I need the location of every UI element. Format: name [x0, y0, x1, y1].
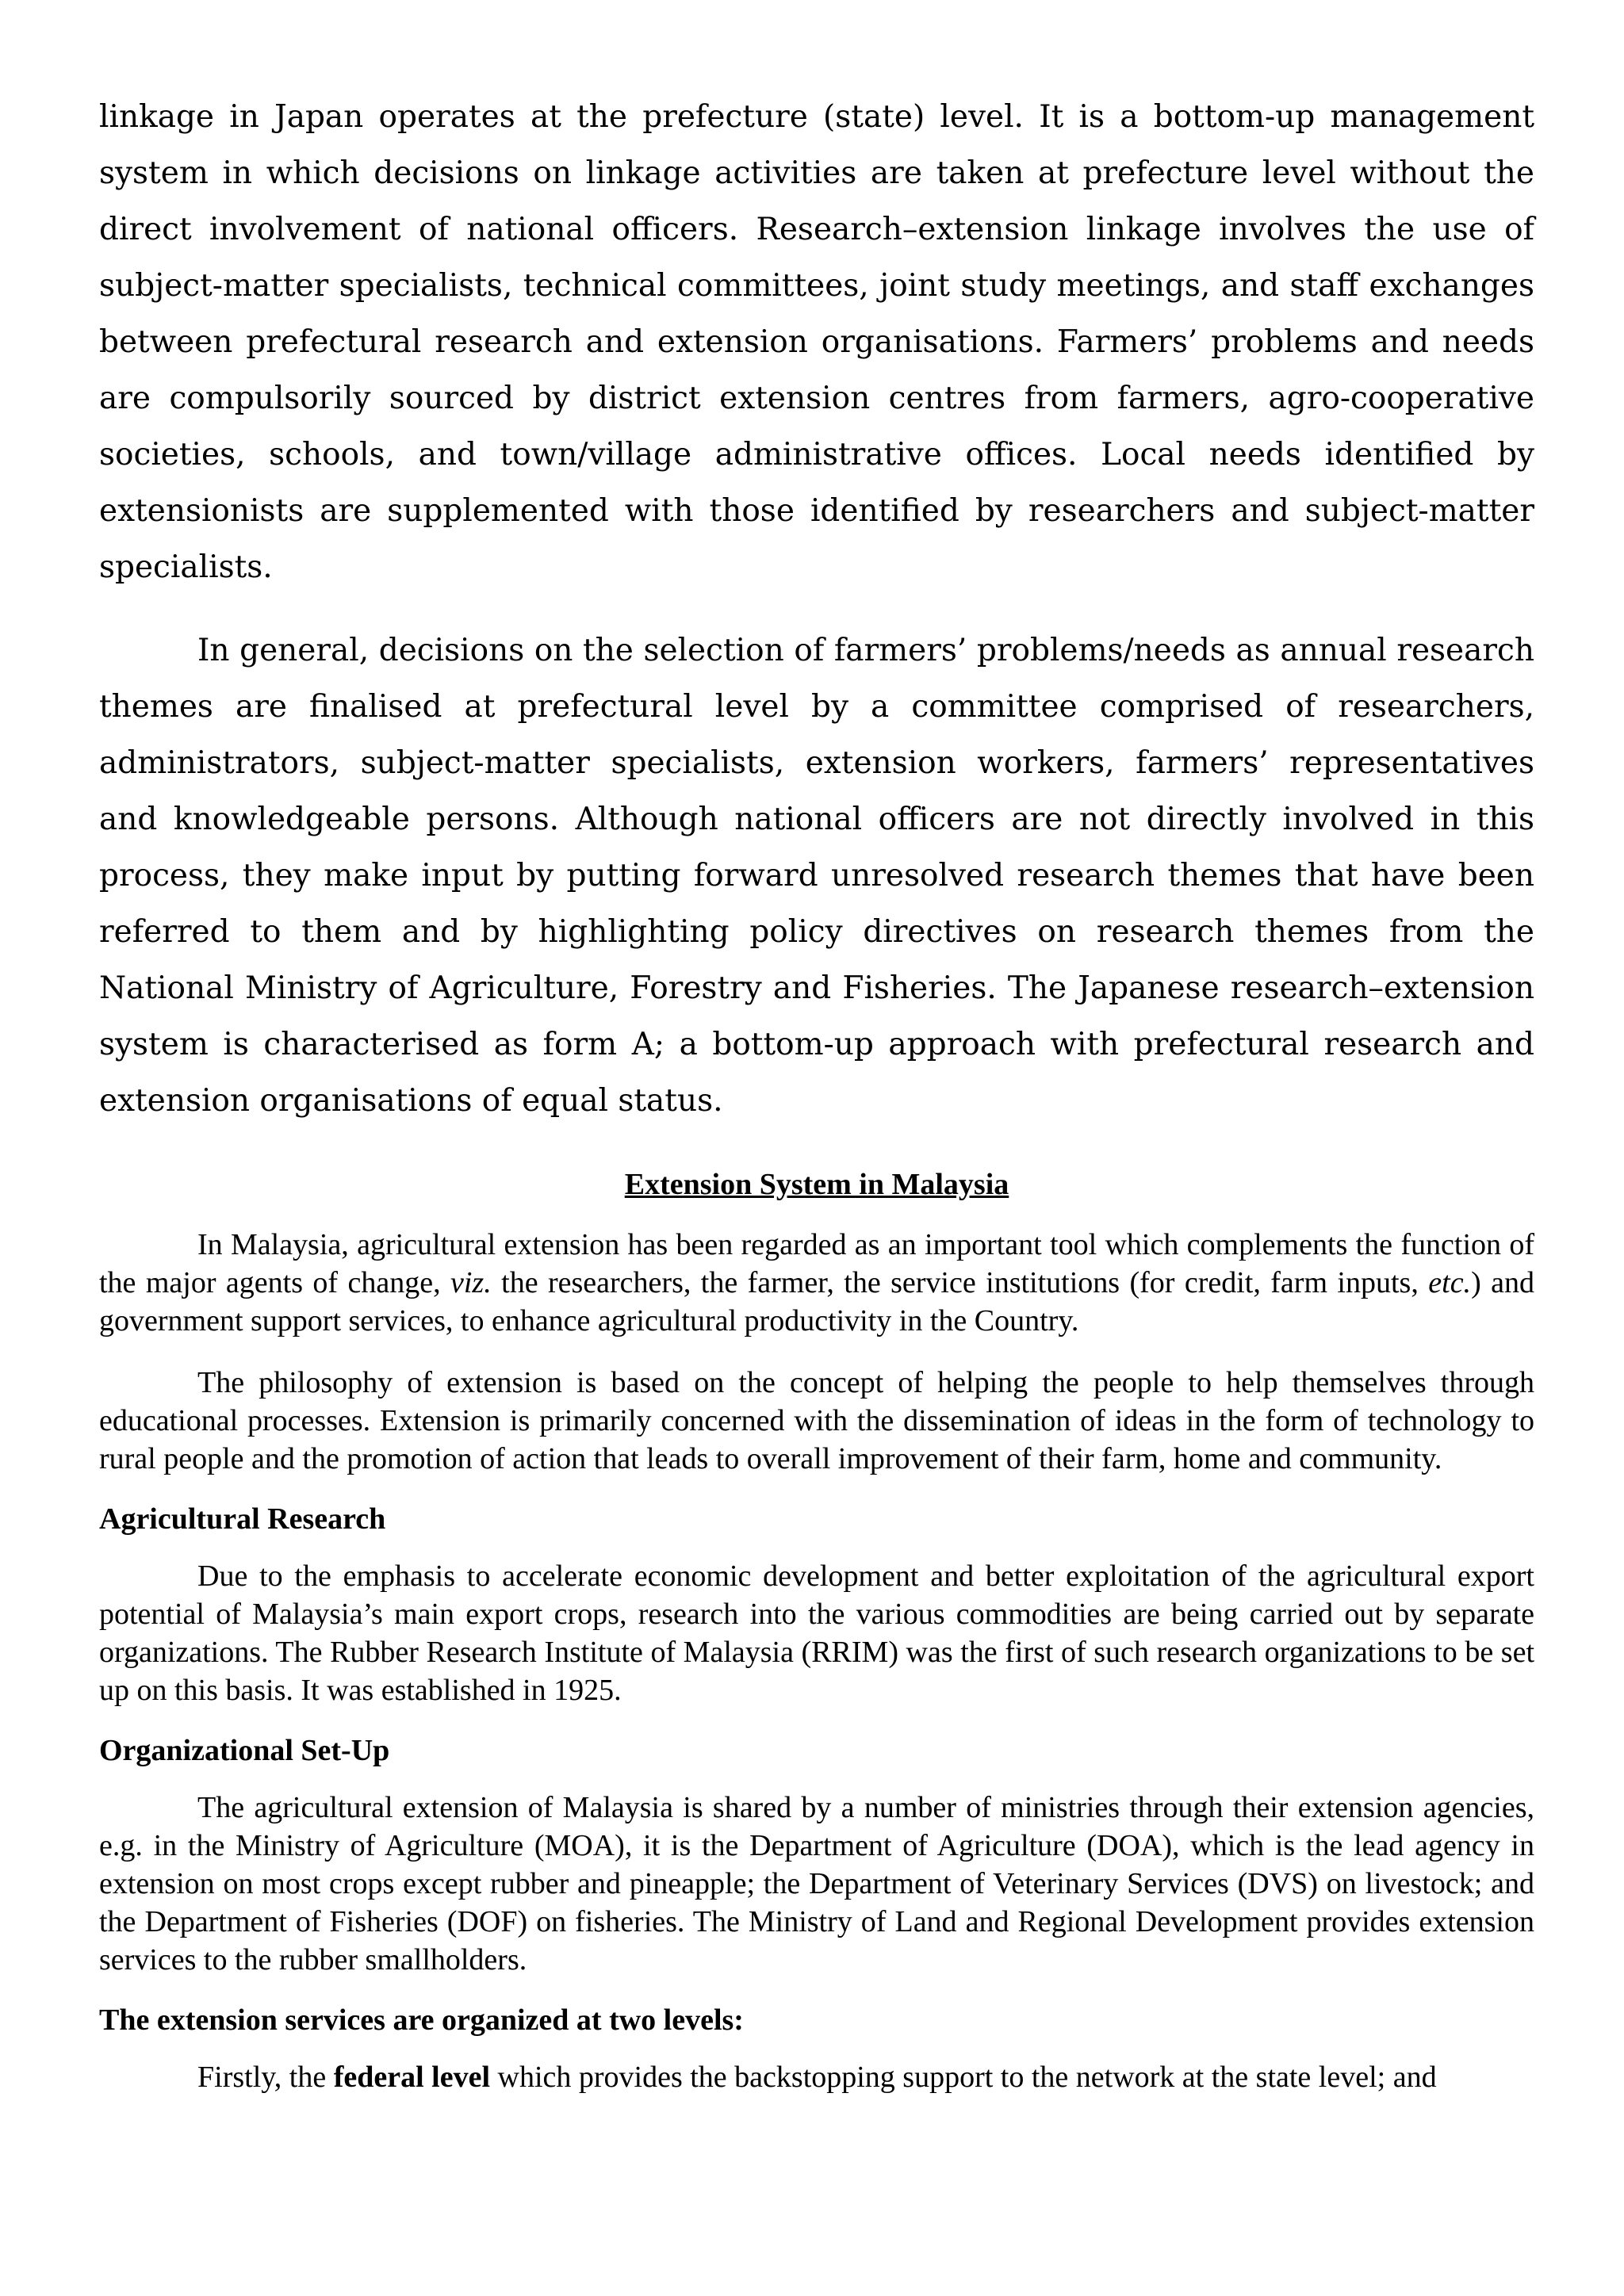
bold-federal-level: federal level	[333, 2061, 491, 2094]
heading-agricultural-research: Agricultural Research	[99, 1502, 386, 1536]
paragraph-japan-decisions: In general, decisions on the selection of farmers’ problems/needs as annual research themes are finalised at prefectural level by a committee comprised of researchers, administrators, subject-matter specialists, extension workers, farmers’ representatives and knowledgeable persons. Although national officers are not directly involved in this process, they make input by putting forward unresolved research themes that have been referred to them and by highlighting policy directives on research themes from the National Ministry of Agriculture, Forestry and Fisheries. The Japanese research–extension system is characterised as form A; a bottom-up approach with prefectural research and extension organisations of equal status.	[99, 633, 1534, 1119]
paragraph-malaysia-intro	[99, 1226, 1534, 1340]
text-run: ) and government support services, to enhance agricultural productivity in the Country.	[99, 1266, 1535, 1337]
heading-two-levels: The extension services are organized at two levels:	[99, 2003, 744, 2037]
document-page	[99, 89, 1534, 2096]
text-run: Firstly, the	[197, 2061, 334, 2094]
text-run: the researchers, the farmer, the service institutions (for credit, farm inputs,	[491, 1266, 1429, 1299]
section-title: Extension System in Malaysia	[624, 1168, 1009, 1201]
paragraph-federal-level	[99, 2058, 1534, 2096]
text-run: In Malaysia, agricultural extension has been regarded as an important tool which complements the function of the major agents of change,	[99, 1228, 1534, 1299]
text-run: which provides the backstopping support to the network at the state level; and	[490, 2061, 1437, 2094]
paragraph-philosophy: The philosophy of extension is based on the concept of helping the people to help themselves through educational processes. Extension is primarily concerned with the dissemination of ideas in the form of technology to rural people and the promotion of action that leads to overall improvement of their farm, home and community.	[99, 1366, 1534, 1475]
italic-etc: etc.	[1428, 1266, 1472, 1299]
paragraph-research: Due to the emphasis to accelerate economic development and better exploitation of the agricultural export potential of Malaysia’s main export crops, research into the various commodities are being carried out by separate organizations. The Rubber Research Institute of Malaysia (RRIM) was the first of such research organizations to be set up on this basis. It was established in 1925.	[99, 1559, 1534, 1707]
heading-organizational-setup: Organizational Set-Up	[99, 1734, 390, 1767]
paragraph-organizational-setup: The agricultural extension of Malaysia is shared by a number of ministries through their extension agencies, e.g. in the Ministry of Agriculture (MOA), it is the Department of Agriculture (DOA), which is the lead agency in extension on most crops except rubber and pineapple; the Department of Veterinary Services (DVS) on livestock; and the Department of Fisheries (DOF) on fisheries. The Ministry of Land and Regional Development provides extension services to the rubber smallholders.	[99, 1791, 1534, 1976]
italic-viz: viz.	[450, 1266, 492, 1299]
paragraph-japan-linkage: linkage in Japan operates at the prefecture (state) level. It is a bottom-up management system in which decisions on linkage activities are taken at prefecture level without the direct involvement of national officers. Research–extension linkage involves the use of subject-matter specialists, technical committees, joint study meetings, and staff exchanges between prefectural research and extension organisations. Farmers’ problems and needs are compulsorily sourced by district extension centres from farmers, agro-cooperative societies, schools, and town/village administrative offices. Local needs identified by extensionists are supplemented with those identified by researchers and subject-matter specialists.	[99, 99, 1534, 585]
